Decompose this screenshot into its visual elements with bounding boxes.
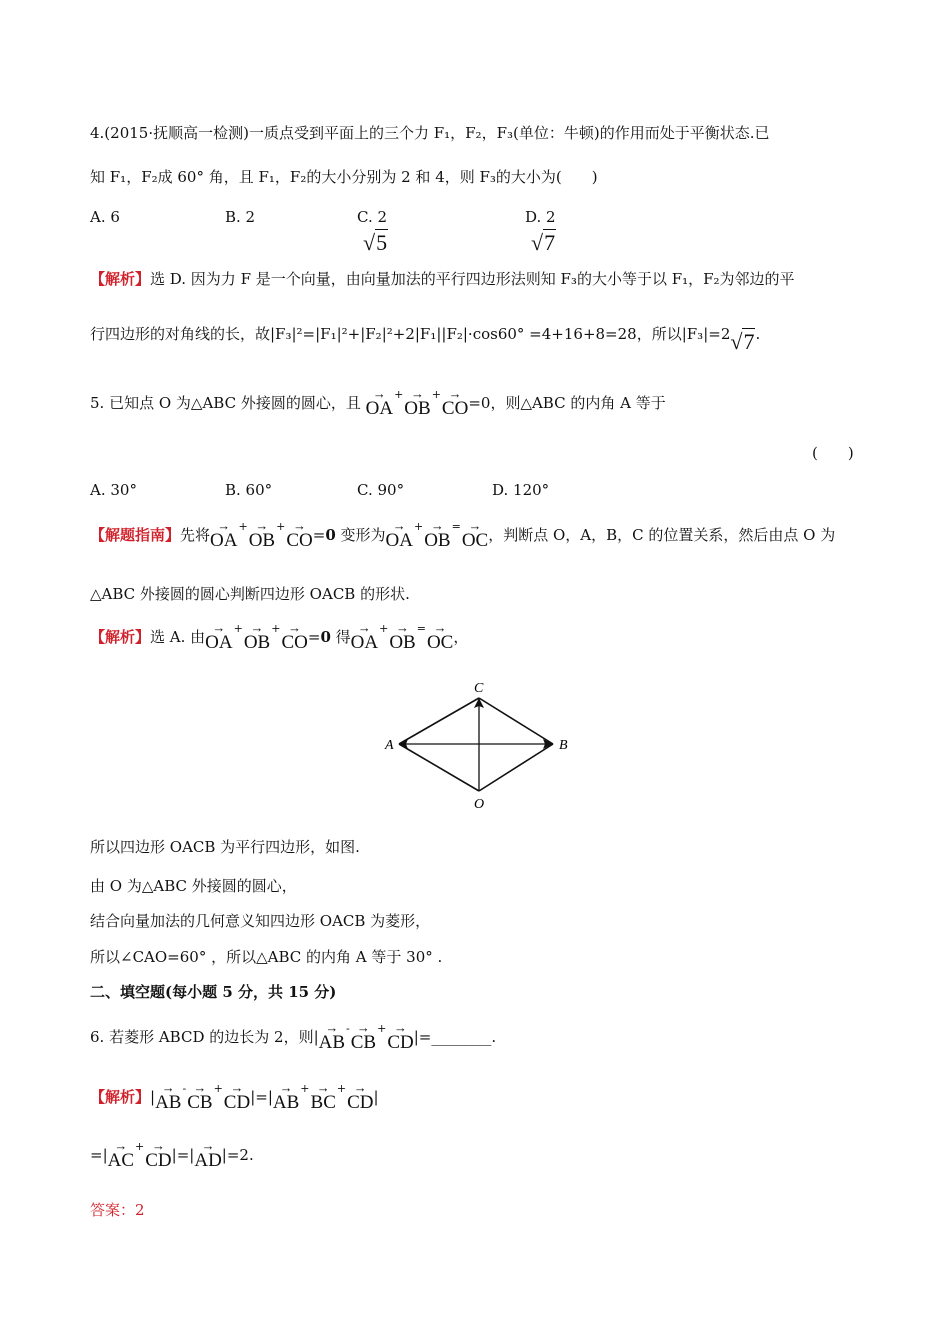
- label-O: O: [474, 797, 485, 812]
- q5-after2: 由 O 为△ABC 外接圆的圆心，: [90, 877, 297, 895]
- edge-BO: [479, 744, 553, 791]
- edge-OA: [399, 744, 479, 791]
- q5-after3: 结合向量加法的几何意义知四边形 OACB 为菱形，: [90, 912, 431, 930]
- label-B: B: [559, 738, 568, 753]
- q5-jiexi: 【解析】选 A. 由 → OA+ → OB+ → CO=0 得 → OA+ → OB= → OC，: [90, 620, 469, 653]
- q4-jiexi-line1: 【解析】选 D. 因为力 F 是一个向量，由向量加法的平行四边形法则知 F₃的大小等于以 F₁，F₂为邻边的平: [90, 270, 795, 288]
- vector-OB: → OB: [404, 386, 431, 419]
- q5-guide-line2: △ABC 外接圆的圆心判断四边形 OACB 的形状.: [90, 585, 410, 603]
- q5-guide-line1: 【解题指南】先将 → OA+ → OB+ → CO=0 变形为 → OA+ → OB= → OC，判断点 O，A，B，C 的位置关系，然后由点 O 为: [90, 518, 836, 551]
- sqrt-symbol: √5: [363, 230, 388, 255]
- section-heading: 二、填空题(每小题 5 分，共 15 分): [90, 983, 337, 1001]
- q5-option-c: C. 90°: [357, 481, 405, 499]
- q5-after4: 所以∠CAO=60° ，所以△ABC 的内角 A 等于 30° .: [90, 948, 443, 966]
- sqrt-symbol: √7: [730, 329, 755, 354]
- q5-answer-paren: ( ): [812, 444, 854, 462]
- label-C: C: [474, 681, 484, 696]
- q4-line2: 知 F₁，F₂成 60° 角，且 F₁，F₂的大小分别为 2 和 4，则 F₃的大小为( ): [90, 168, 598, 186]
- vector-OA: → OA: [365, 386, 394, 419]
- q6-stem: 6. 若菱形 ABCD 的边长为 2，则| → AB- → CB+ → CD|=________.: [90, 1020, 497, 1053]
- label-A: A: [385, 738, 394, 753]
- q5-option-b: B. 60°: [225, 481, 273, 499]
- q4-option-b: B. 2: [225, 208, 256, 226]
- edge-AC: [399, 698, 479, 744]
- q4-option-a: A. 6: [90, 208, 120, 226]
- q4-option-c: C. 2 √5: [357, 208, 388, 255]
- q4-jiexi-line2: 行四边形的对角线的长，故|F₃|²=|F₁|²+|F₂|²+2|F₁||F₂|·cos60° =4+16+8=28，所以|F₃|=2√7.: [90, 325, 761, 354]
- q5-option-d: D. 120°: [492, 481, 550, 499]
- q5-stem: 5. 已知点 O 为△ABC 外接圆的圆心，且 → OA+ → OB+ → CO=0，则△ABC 的内角 A 等于: [90, 386, 666, 419]
- q5-option-a: A. 30°: [90, 481, 137, 499]
- q6-jiexi-line1: 【解析】| → AB- → CB+ → CD|=| → AB+ → BC+ → CD|: [90, 1080, 379, 1113]
- q5-after1: 所以四边形 OACB 为平行四边形，如图.: [90, 838, 360, 856]
- q4-line1: 4.(2015·抚顺高一检测)一质点受到平面上的三个力 F₁，F₂，F₃(单位：牛顿)的作用而处于平衡状态.已: [90, 124, 770, 142]
- q6-answer: 答案：2: [90, 1201, 145, 1219]
- sqrt-symbol: √7: [531, 230, 556, 255]
- q6-jiexi-line2: =| → AC+ → CD|=| → AD|=2.: [90, 1138, 254, 1171]
- vector-CO: → CO: [441, 386, 469, 419]
- q4-option-d: D. 2 √7: [525, 208, 556, 255]
- rhombus-figure: [380, 678, 580, 813]
- edge-CB: [479, 698, 553, 744]
